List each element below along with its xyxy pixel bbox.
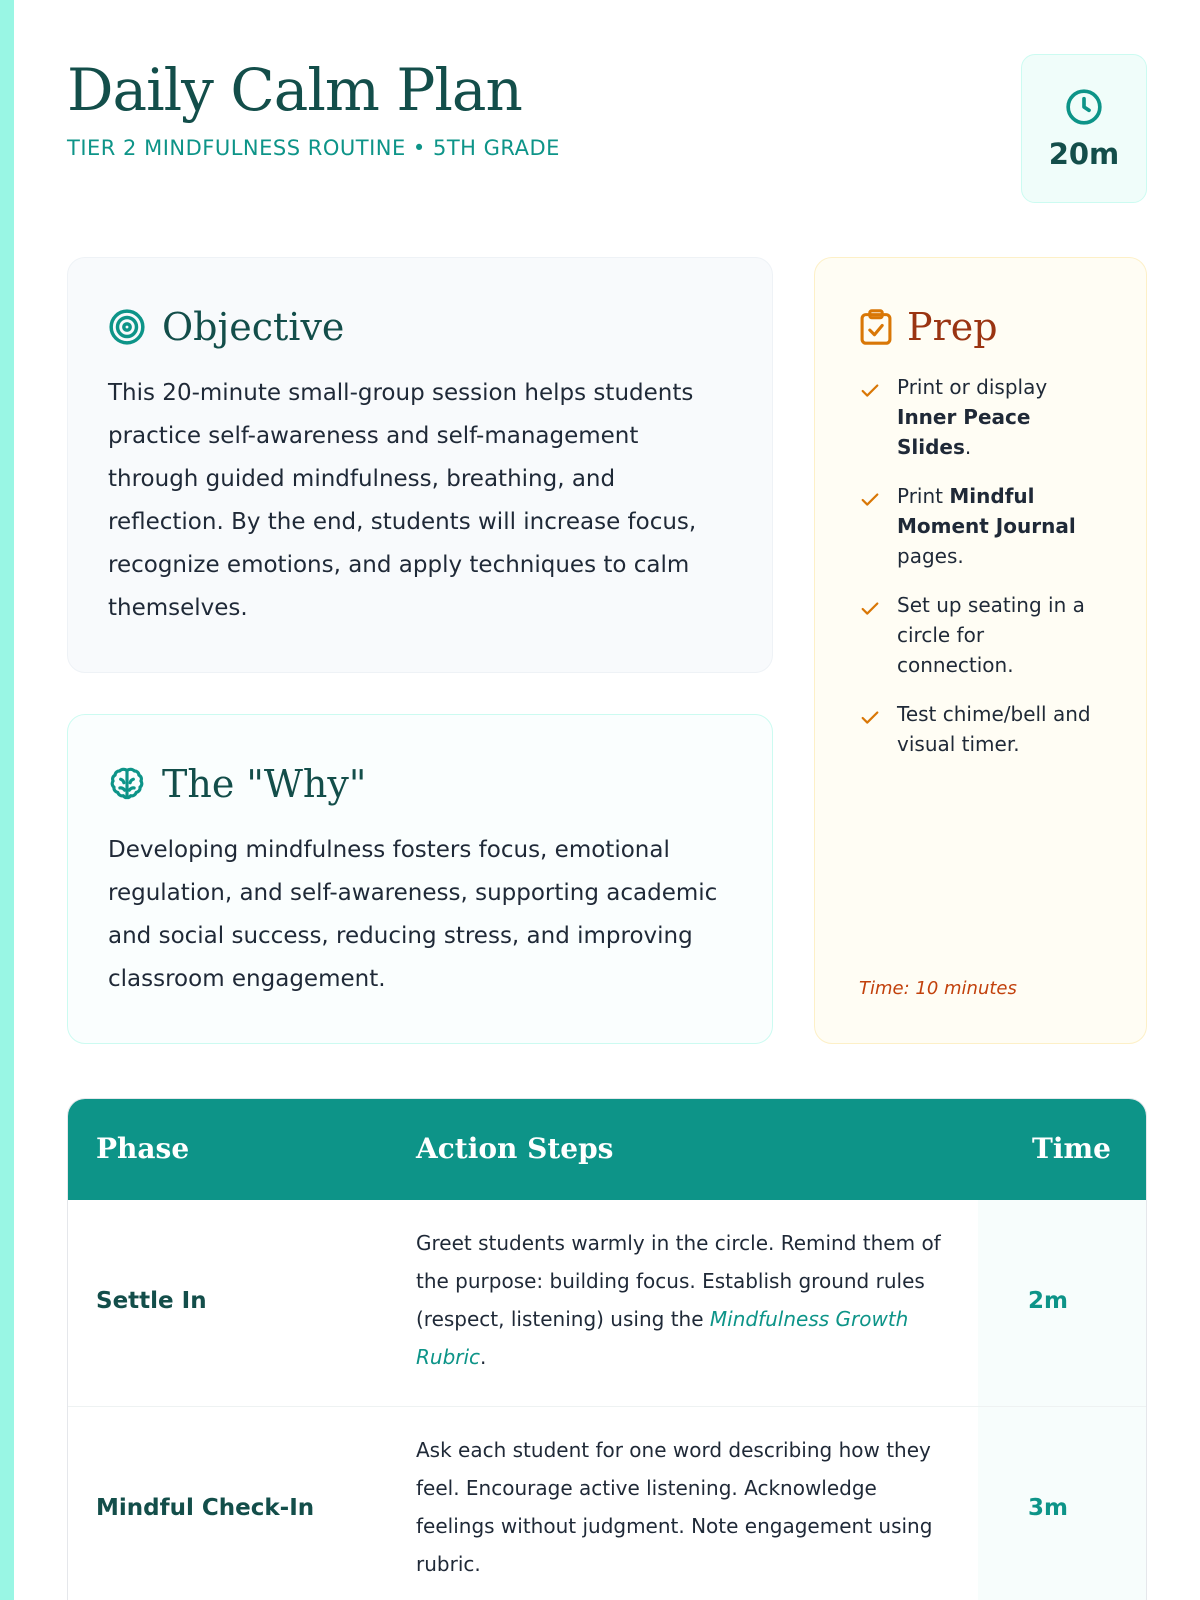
why-card — [67, 714, 773, 1044]
action-steps-cell: Ask each student for one word describing how they feel. Encourage active listening. Acknowledge feelings without judgment. Note engagement using rubric. — [416, 1438, 933, 1576]
page-header — [67, 52, 1147, 202]
page-subtitle: TIER 2 MINDFULNESS ROUTINE • 5TH GRADE — [67, 136, 560, 160]
left-accent-bar — [0, 0, 14, 1600]
prep-item-text: Print or display Inner Peace Slides. — [897, 375, 1048, 459]
objective-heading: Objective — [162, 305, 345, 349]
checkmark-icon — [859, 598, 881, 620]
why-heading: The "Why" — [162, 762, 367, 806]
checkmark-icon — [859, 380, 881, 402]
column-header-time: Time — [1032, 1132, 1111, 1165]
prep-checklist — [859, 372, 1106, 759]
duration-badge — [1021, 54, 1147, 203]
table-row — [68, 1200, 1147, 1407]
prep-header — [859, 302, 1106, 352]
target-icon — [108, 308, 146, 346]
prep-item — [859, 481, 1106, 571]
column-header-phase: Phase — [96, 1132, 190, 1165]
why-text: Developing mindfulness fosters focus, emotional regulation, and self-awareness, supporting academic and social success, reducing stress, and improving classroom engagement. — [108, 837, 718, 992]
table-row — [68, 1407, 1147, 1600]
prep-card — [814, 257, 1147, 1044]
rubric-link[interactable]: Mindfulness Growth Rubric — [416, 1307, 909, 1369]
brain-icon — [108, 765, 146, 803]
time-cell: 3m — [1028, 1495, 1068, 1521]
action-steps-cell: Greet students warmly in the circle. Remind them of the purpose: building focus. Establish ground rules (respect, listening) using the Mindfulness Growth Rubric. — [416, 1231, 941, 1369]
prep-item — [859, 699, 1106, 759]
schedule-table — [67, 1098, 1147, 1600]
objective-card — [67, 257, 773, 673]
prep-heading: Prep — [907, 305, 998, 349]
phase-cell: Mindful Check-In — [96, 1495, 315, 1521]
clock-icon — [1064, 87, 1104, 127]
prep-time-note: Time: 10 minutes — [859, 978, 1017, 999]
prep-item — [859, 372, 1106, 462]
page-title: Daily Calm Plan — [67, 56, 522, 124]
table-header — [68, 1099, 1146, 1200]
column-header-action-steps: Action Steps — [416, 1132, 614, 1165]
checkmark-icon — [859, 489, 881, 511]
clipboard-check-icon — [859, 308, 893, 346]
checkmark-icon — [859, 707, 881, 729]
time-cell: 2m — [1028, 1288, 1068, 1314]
prep-item-text: Print Mindful Moment Journal pages. — [897, 484, 1076, 568]
prep-item-text: Test chime/bell and visual timer. — [897, 702, 1091, 756]
prep-item — [859, 590, 1106, 680]
phase-cell: Settle In — [96, 1288, 207, 1314]
objective-header — [108, 302, 732, 352]
why-header — [108, 759, 732, 809]
prep-item-text: Set up seating in a circle for connection. — [897, 593, 1085, 677]
duration-value: 20m — [1048, 136, 1120, 171]
objective-text: This 20-minute small-group session helps students practice self-awareness and self-management through guided mindfulness, breathing, and reflection. By the end, students will increase focus, recognize emotions, and apply techniques to calm themselves. — [108, 380, 697, 621]
